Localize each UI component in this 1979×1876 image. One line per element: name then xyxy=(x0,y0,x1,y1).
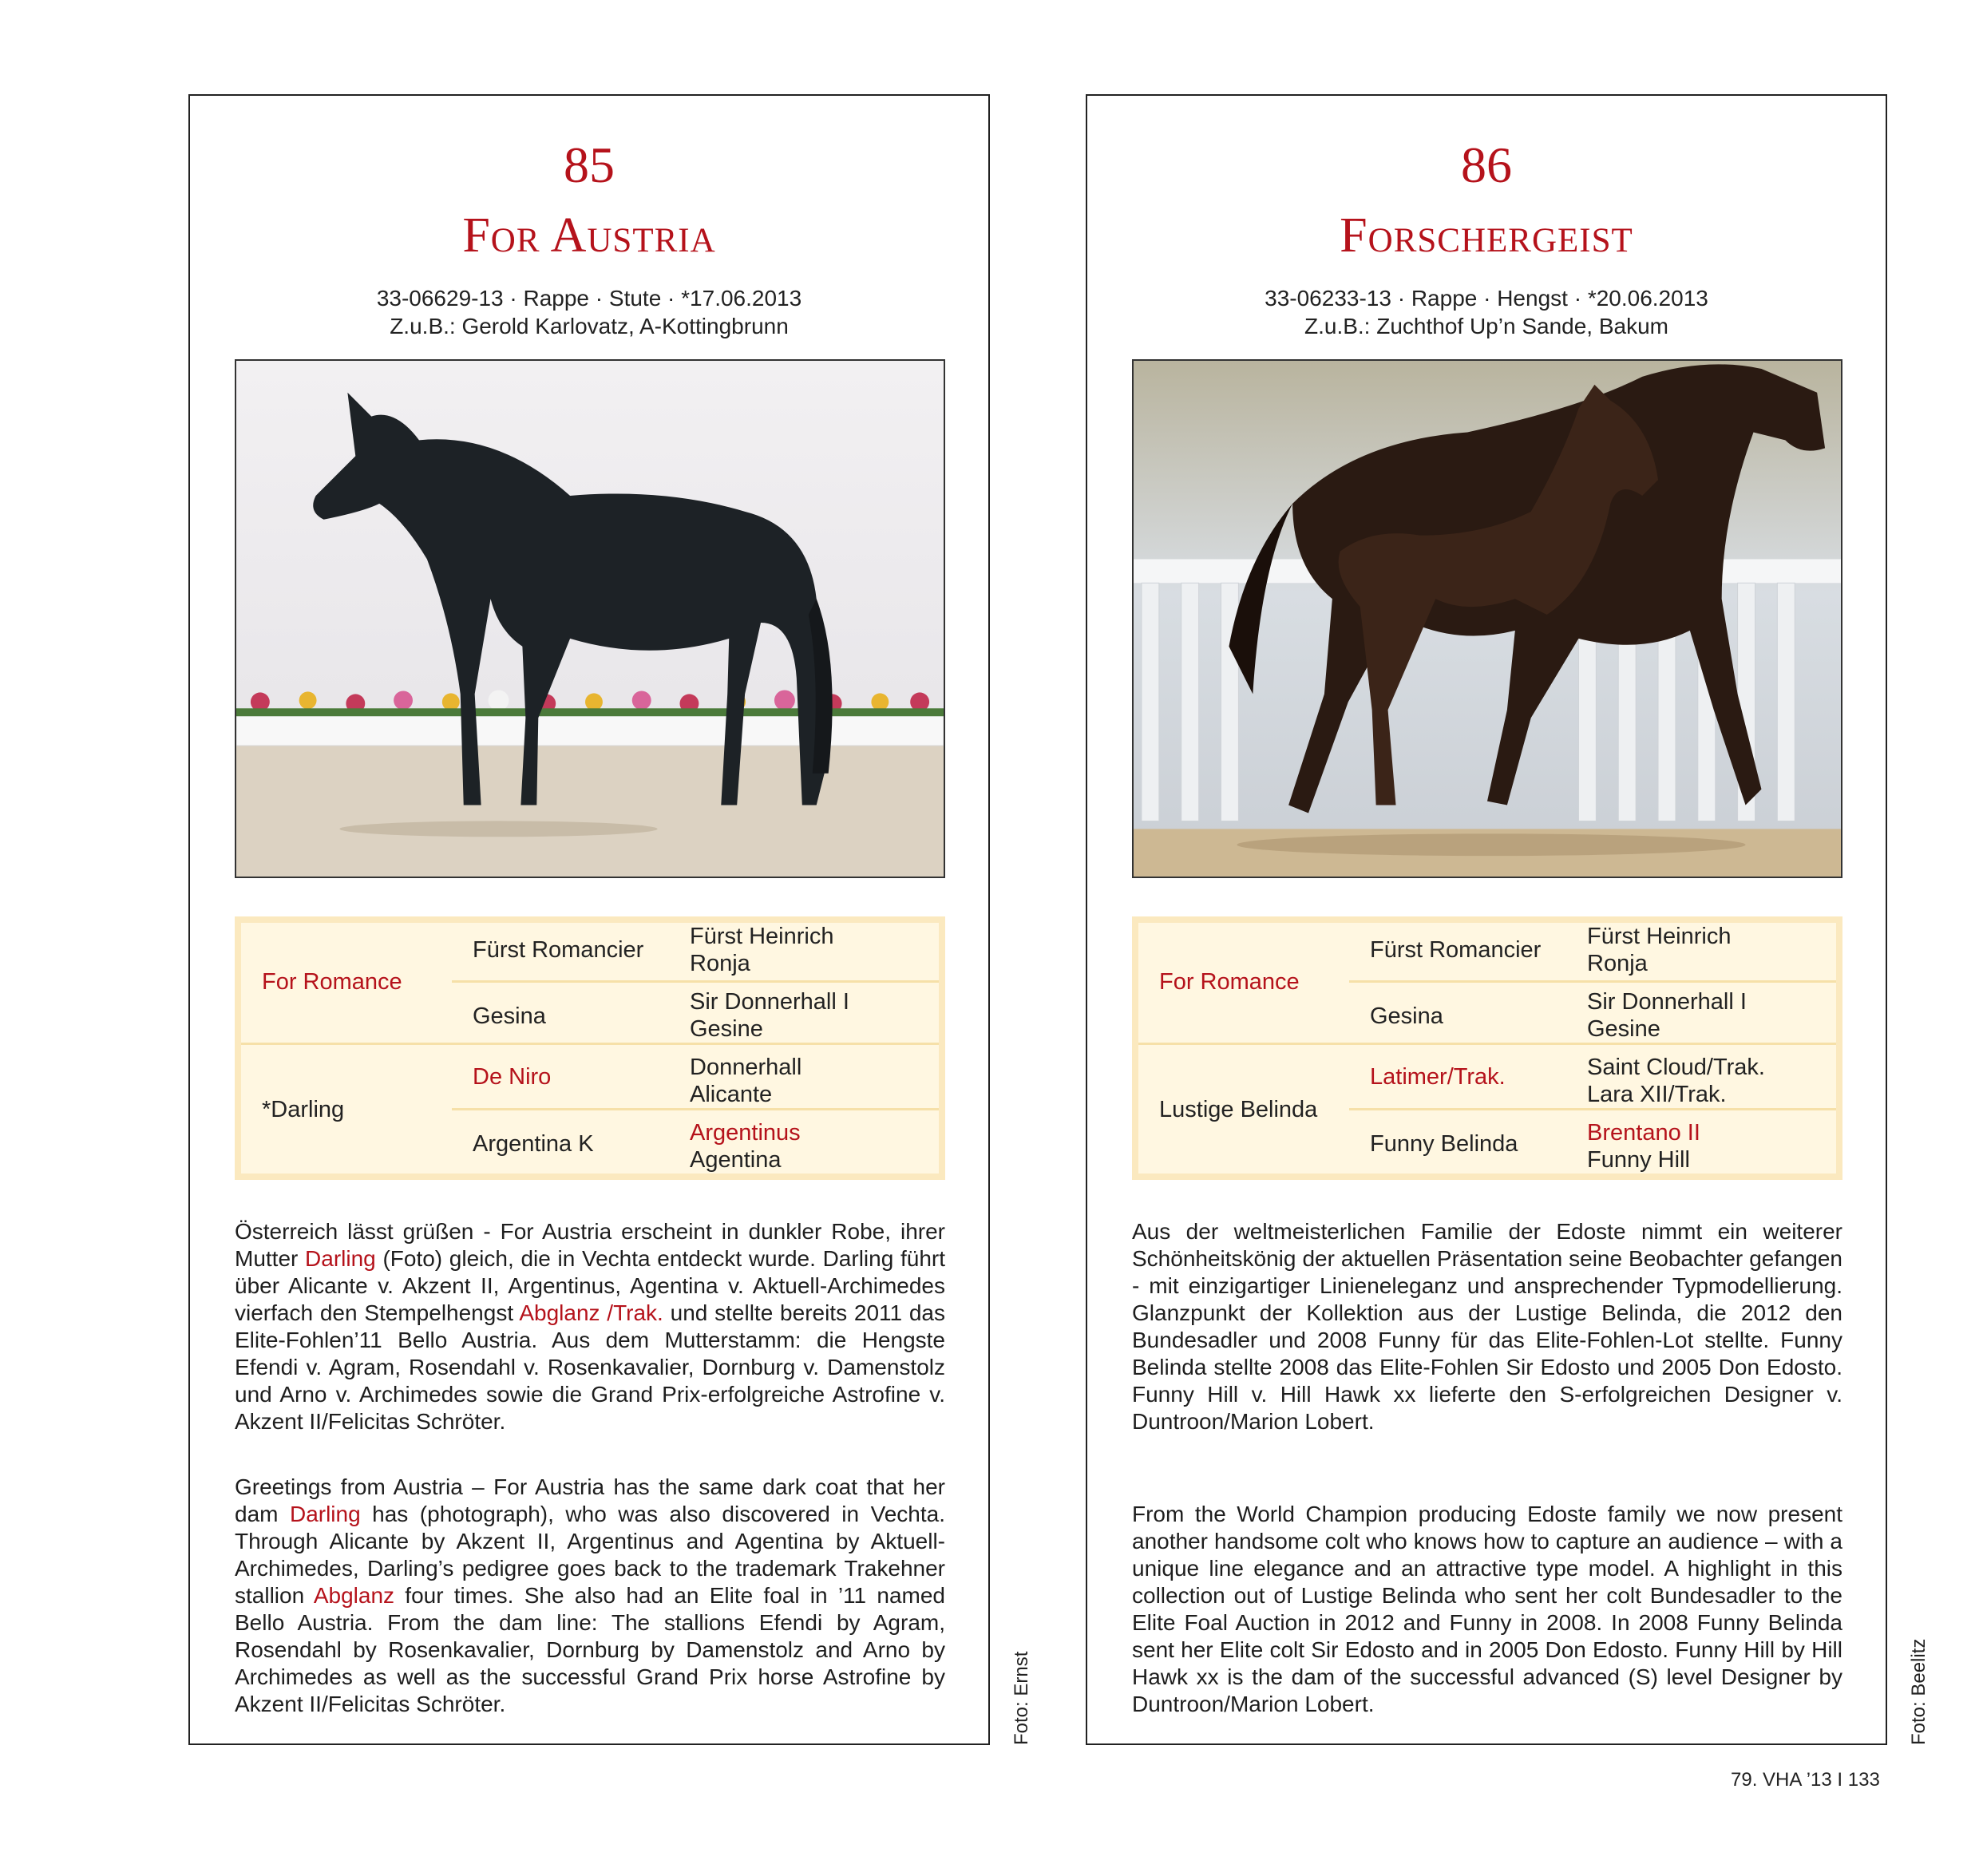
link-abglanz[interactable]: Abglanz /Trak. xyxy=(519,1300,663,1325)
link-abglanz[interactable]: Abglanz xyxy=(313,1583,395,1608)
text-segment: four times. She also had an Elite foal in ’11 named Bello Austria. From the dam line: The stallions Efendi by Agram, Rosendahl by Rosenkavalier, Dornburg by Damenstolz and Arno by Archimedes as well as the successful Grand Prix horse Astrofine by Akzent II/Felicitas Schröter. xyxy=(235,1583,945,1716)
pedigree-dsd: Lara XII/Trak. xyxy=(1587,1082,1727,1107)
horse-info xyxy=(1087,284,1886,340)
pedigree-sss: Fürst Heinrich xyxy=(1587,924,1732,949)
horse-photo-mare-and-foal xyxy=(1132,359,1842,878)
pedigree-dam-dam: Argentina K xyxy=(473,1131,594,1157)
pedigree-dam-sire: De Niro xyxy=(473,1064,552,1090)
lot-number: 85 xyxy=(564,137,615,193)
pedigree-sire: For Romance xyxy=(1159,969,1300,995)
horse-info-line-1: 33-06233-13 · Rappe · Hengst · *20.06.2013 xyxy=(1265,286,1708,311)
pedigree-table xyxy=(1132,916,1842,1180)
text-segment: (Foto) gleich, die in Vechta entdeckt wurde. Darling führt über Alicante v. Akzent II, Argentinus, Agentina v. Aktuell-Archimedes vierfach den Stempelhengst xyxy=(235,1246,945,1325)
pedigree-dam: *Darling xyxy=(262,1097,345,1122)
text-segment: und stellte bereits 2011 das Elite-Fohlen’11 Bello Austria. Aus dem Mutterstamm: die Hengste Efendi v. Agram, Rosendahl v. Rosenkavalier, Dornburg v. Damenstolz und Arno v. Archimedes sowie die Grand Prix-erfolgreiche Astrofine v. Akzent II/Felicitas Schröter. xyxy=(235,1300,946,1434)
pedigree-dss: Saint Cloud/Trak. xyxy=(1587,1055,1765,1080)
horse-info-line-2: Z.u.B.: Zuchthof Up’n Sande, Bakum xyxy=(1304,314,1668,338)
horse-name: Forschergeist xyxy=(1340,208,1633,263)
photo-credit: Foto: Ernst xyxy=(1011,1651,1032,1745)
pedigree-ssd: Ronja xyxy=(690,951,750,976)
pedigree-sire-dam: Gesina xyxy=(1370,1003,1443,1029)
pedigree-sdd: Gesine xyxy=(690,1016,763,1042)
pedigree-dsd: Alicante xyxy=(690,1082,773,1107)
horse-name: For Austria xyxy=(462,208,716,263)
pedigree-sire-sire: Fürst Romancier xyxy=(1370,937,1542,963)
lot-number: 86 xyxy=(1461,137,1512,193)
link-darling[interactable]: Darling xyxy=(305,1246,376,1271)
horse-photo-mare xyxy=(235,359,945,878)
pedigree-sdd: Gesine xyxy=(1587,1016,1660,1042)
horse-info-line-2: Z.u.B.: Gerold Karlovatz, A-Kottingbrunn xyxy=(390,314,789,338)
pedigree-dds: Argentinus xyxy=(690,1120,801,1146)
pedigree-ssd: Ronja xyxy=(1587,951,1648,976)
link-darling[interactable]: Darling xyxy=(289,1502,361,1526)
pedigree-sds: Sir Donnerhall I xyxy=(690,989,849,1015)
pedigree-dds: Brentano II xyxy=(1587,1120,1700,1146)
text-segment: has (photograph), who was also discovered in Vechta. Through Alicante by Akzent II, Argentinus and Agentina by Aktuell-Archimedes, Darling’s pedigree goes back to the trademark Trakehner stallion xyxy=(235,1502,945,1608)
lot-card-86 xyxy=(1086,94,1887,1745)
text-segment: Österreich lässt grüßen - For Austria erscheint in dunkler Robe, ihrer Mutter xyxy=(235,1219,945,1271)
horse-info xyxy=(190,284,988,340)
text-segment: Greetings from Austria – For Austria has the same dark coat that her dam xyxy=(235,1474,945,1526)
pedigree-sire-dam: Gesina xyxy=(473,1003,546,1029)
pedigree-dam-sire: Latimer/Trak. xyxy=(1370,1064,1506,1090)
horse-info-line-1: 33-06629-13 · Rappe · Stute · *17.06.2013 xyxy=(376,286,802,311)
description-english xyxy=(235,1474,945,1718)
pedigree-ddd: Funny Hill xyxy=(1587,1147,1690,1173)
pedigree-sire: For Romance xyxy=(262,969,402,995)
pedigree-dss: Donnerhall xyxy=(690,1055,802,1080)
pedigree-table xyxy=(235,916,945,1180)
pedigree-sire-sire: Fürst Romancier xyxy=(473,937,644,963)
pedigree-dam-dam: Funny Belinda xyxy=(1370,1131,1518,1157)
description-english: From the World Champion producing Edoste family we now present another handsome colt who knows how to capture an audience – with a unique line elegance and an attractive type model. A highlight in this collection out of Lustige Belinda who sent her colt Bundesadler to the Elite Foal Auction in 2012 and Funny in 2008. In 2008 Funny Belinda sent her Elite colt Sir Edosto and in 2005 Don Edosto. Funny Hill by Hill Hawk xx is the dam of the successful advanced (S) level Designer by Duntroon/Marion Lobert. xyxy=(1132,1502,1842,1716)
photo-credit: Foto: Beelitz xyxy=(1908,1638,1930,1745)
pedigree-sds: Sir Donnerhall I xyxy=(1587,989,1747,1015)
pedigree-ddd: Agentina xyxy=(690,1147,782,1173)
page-footer: 79. VHA ’13 I 133 xyxy=(1731,1769,1880,1791)
pedigree-sss: Fürst Heinrich xyxy=(690,924,834,949)
description-german xyxy=(235,1218,945,1435)
pedigree-dam: Lustige Belinda xyxy=(1159,1097,1318,1122)
lot-card-85 xyxy=(188,94,990,1745)
description-german: Aus der weltmeisterlichen Familie der Edoste nimmt ein weiterer Schönheitskönig der aktuellen Präsentation seine Beobachter gefangen - mit einzigartiger Linieneleganz und ansprechender Typmodellierung. Glanzpunkt der Kollektion aus der Lustige Belinda, die 2012 den Bundesadler und 2008 Funny für das Elite-Fohlen-Lot stellte. Funny Belinda stellte 2008 das Elite-Fohlen Sir Edosto und 2005 Don Edosto. Funny Hill v. Hill Hawk xx lieferte den S-erfolgreichen Designer v. Duntroon/Marion Lobert. xyxy=(1132,1219,1842,1434)
